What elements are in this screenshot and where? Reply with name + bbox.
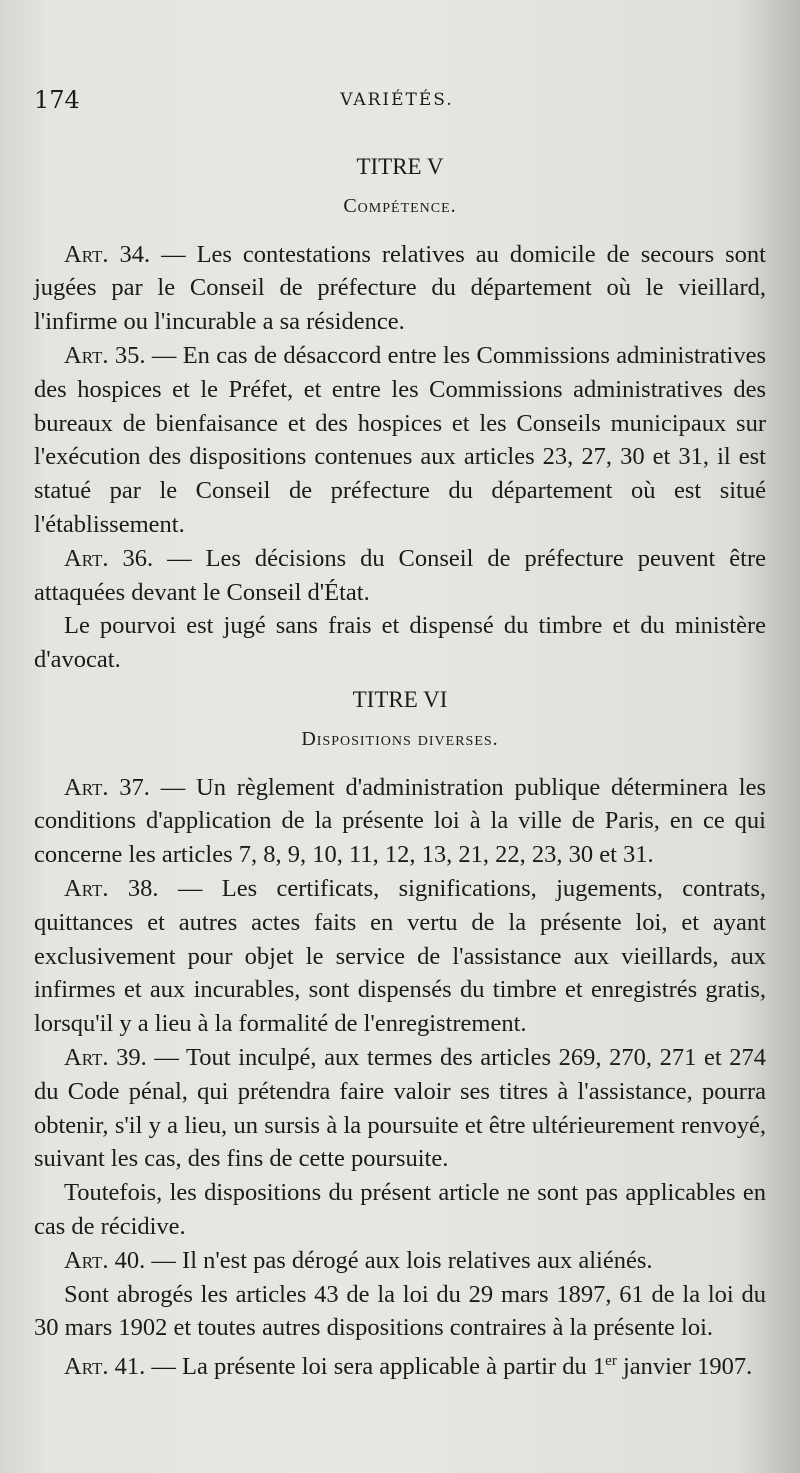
- article-label: Art. 35.: [64, 341, 146, 369]
- page-body: [34, 150, 766, 1384]
- page-number: 174: [34, 86, 80, 114]
- article-36: [34, 542, 766, 610]
- article-text: — Un règlement d'administration publique déterminera les conditions d'application de la présente loi à la ville de Paris, en ce qui concerne les articles 7, 8, 9, 10, 11, 12, 13, 21, 22, 23, 30 et 31.: [34, 773, 766, 869]
- page-header: [34, 82, 760, 116]
- article-text: — En cas de désaccord entre les Commissions administratives des hospices et le Préfet, et entre les Commissions administratives des bureaux de bienfaisance et des hospices et les Conseils municipaux sur l'exécution des dispositions contenues aux articles 23, 27, 30 et 31, il est statué par le Conseil de préfecture du département où est situé l'établissement.: [34, 341, 766, 538]
- article-label: Art. 34.: [64, 240, 151, 268]
- article-text: — Il n'est pas dérogé aux lois relatives aux aliénés.: [145, 1246, 653, 1274]
- article-text-after: janvier 1907.: [616, 1353, 753, 1381]
- section-title-v: TITRE V: [356, 154, 444, 179]
- article-text: — Les certificats, significations, jugements, contrats, quittances et autres actes faits en vertu de la présente loi, et ayant exclusivement pour objet le service de l'assistance aux vieillards, aux infirmes et aux incurables, sont dispensés du timbre et enregistrés gratis, lorsqu'il y a lieu à la formalité de l'enregistrement.: [34, 874, 766, 1038]
- running-title: VARIÉTÉS.: [340, 90, 454, 110]
- article-36-paragraph-2: Le pourvoi est jugé sans frais et dispensé du timbre et du ministère d'avocat.: [34, 612, 766, 674]
- article-label: Art. 36.: [64, 544, 154, 572]
- article-text: — Les contestations relatives au domicile de secours sont jugées par le Conseil de préfecture du département où le vieillard, l'infirme ou l'incurable a sa résidence.: [34, 240, 766, 336]
- article-text-before: — La présente loi sera applicable à partir du 1: [145, 1353, 606, 1381]
- article-text: — Les décisions du Conseil de préfecture peuvent être attaquées devant le Conseil d'État.: [34, 544, 766, 606]
- article-38: [34, 872, 766, 1041]
- article-39-paragraph-2: Toutefois, les dispositions du présent article ne sont pas applicables en cas de récidive.: [34, 1179, 766, 1240]
- article-label: Art. 40.: [64, 1246, 146, 1274]
- superscript: er: [605, 1353, 617, 1370]
- article-40-paragraph-2: Sont abrogés les articles 43 de la loi du 29 mars 1897, 61 de la loi du 30 mars 1902 et toutes autres dispositions contraires à la présente loi.: [34, 1280, 766, 1342]
- article-label: Art. 38.: [64, 874, 159, 902]
- article-39: [34, 1041, 766, 1176]
- article-41: [34, 1345, 766, 1384]
- article-37: [34, 771, 766, 872]
- article-text: — Tout inculpé, aux termes des articles 269, 270, 271 et 274 du Code pénal, qui prétendra faire valoir ses titres à l'assistance, pourra obtenir, s'il y a lieu, un sursis à la poursuite et être ultérieurement renvoyé, suivant les cas, des fins de cette poursuite.: [34, 1043, 766, 1173]
- article-34: [34, 238, 766, 339]
- article-label: Art. 41.: [64, 1353, 146, 1381]
- article-label: Art. 39.: [64, 1043, 147, 1071]
- article-40: [34, 1244, 766, 1278]
- article-35: [34, 339, 766, 542]
- section-subtitle-competence: Compétence.: [343, 194, 457, 217]
- article-label: Art. 37.: [64, 773, 150, 801]
- section-subtitle-dispositions: Dispositions diverses.: [301, 727, 499, 750]
- section-title-vi: TITRE VI: [352, 686, 448, 712]
